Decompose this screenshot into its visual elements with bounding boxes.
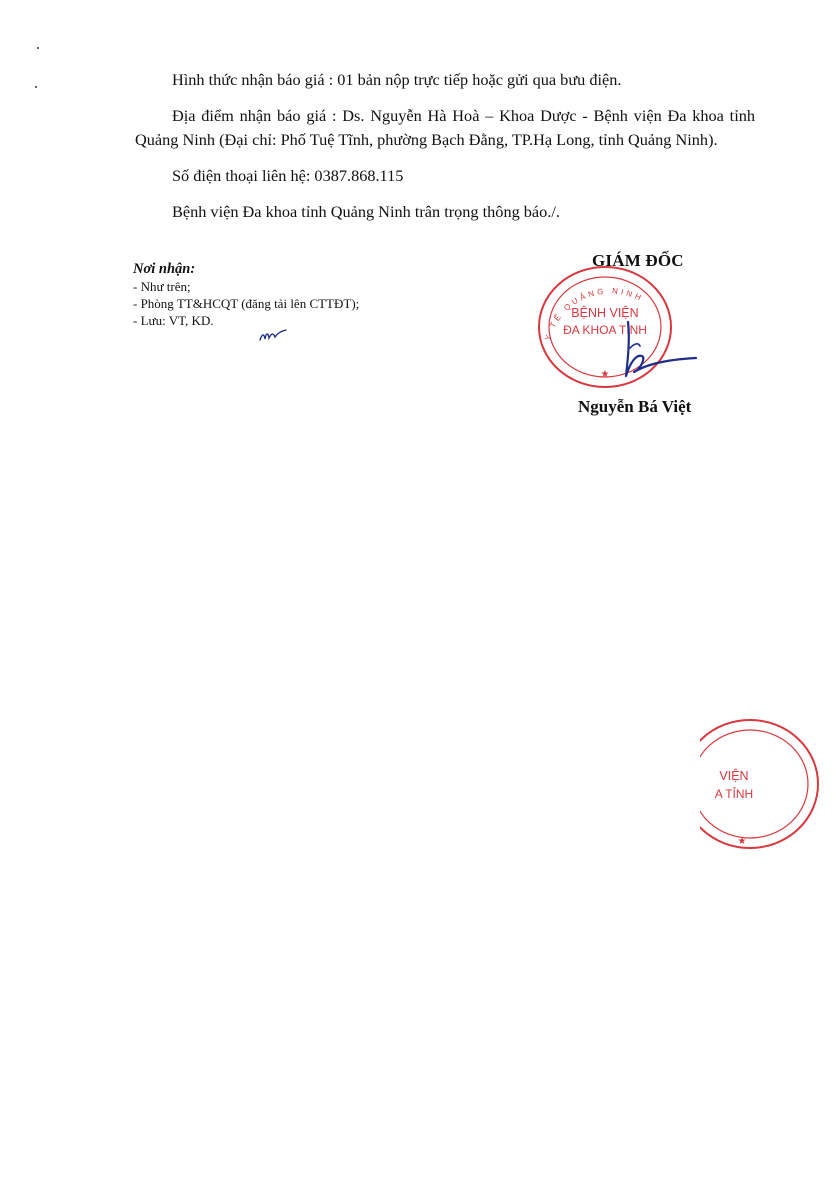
paragraph-contact-phone: Số điện thoại liên hệ: 0387.868.115 <box>172 166 404 185</box>
partial-seal-line-2: A TỈNH <box>714 787 754 801</box>
handwritten-initials <box>258 328 288 344</box>
signature <box>600 318 710 388</box>
seal-star-icon: ★ <box>600 369 610 380</box>
partial-seal-star-icon: ★ <box>737 836 747 847</box>
recipient-item: - Phòng TT&HCQT (đăng tải lên CTTĐT); <box>133 296 360 311</box>
signer-title: GIÁM ĐỐC <box>592 251 684 270</box>
recipient-item: - Lưu: VT, KD. <box>133 313 214 328</box>
scan-speck <box>37 47 39 49</box>
paragraph-closing: Bệnh viện Đa khoa tỉnh Quảng Ninh trân trọng thông báo./. <box>172 202 560 221</box>
seal-ring-text: Y TẾ QUẢNG NINH <box>543 286 646 342</box>
body-text <box>135 68 755 236</box>
seal-line-1: BỆNH VIỆN <box>571 306 639 320</box>
paragraph-receipt-method: Hình thức nhận báo giá : 01 bản nộp trực tiếp hoặc gửi qua bưu điện. <box>172 70 622 89</box>
partial-seal-graphic <box>700 712 836 862</box>
partial-seal <box>700 712 836 862</box>
scan-speck <box>35 86 37 88</box>
seal-line-2: ĐA KHOA TỈNH <box>563 323 647 337</box>
recipients-heading: Nơi nhận: <box>133 261 196 277</box>
recipient-item: - Như trên; <box>133 279 191 294</box>
paragraph-receipt-location: Địa điểm nhận báo giá : Ds. Nguyễn Hà Hoà – Khoa Dược - Bệnh viện Đa khoa tỉnh Quảng Ninh (Đại chỉ: Phố Tuệ Tĩnh, phường Bạch Đằng, TP.Hạ Long, tỉnh Quảng Ninh). <box>135 106 755 149</box>
recipients-block <box>133 260 463 329</box>
signer-name: Nguyễn Bá Việt <box>578 397 692 416</box>
partial-seal-line-1: VIỆN <box>719 769 749 783</box>
